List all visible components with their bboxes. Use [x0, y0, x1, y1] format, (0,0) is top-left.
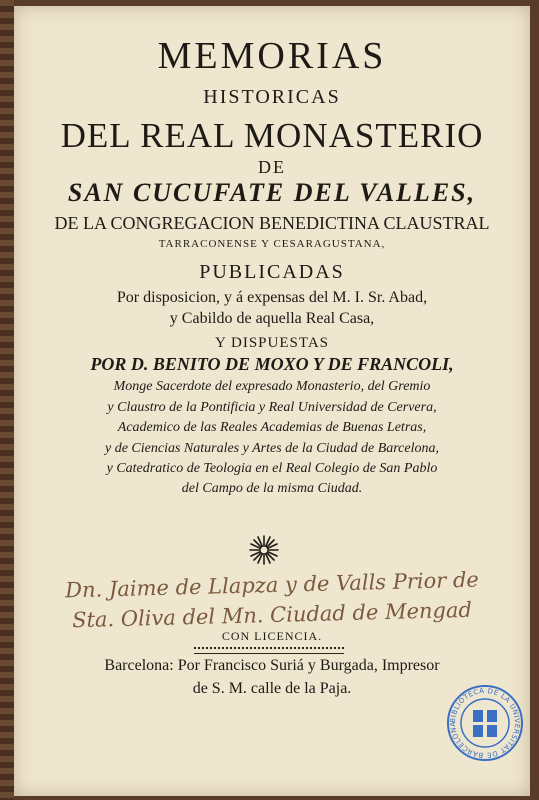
author-description-6: del Campo de la misma Ciudad. [181, 481, 363, 496]
author-description-5: y Catedratico de Teologia en el Real Colegio de San Pablo [106, 461, 438, 476]
author-description-3: Academico de las Reales Academias de Buenas Letras, [117, 420, 427, 435]
title-real-monasterio: DEL REAL MONASTERIO [60, 116, 484, 155]
title-historicas: HISTORICAS [203, 86, 341, 108]
handwritten-inscription-line-1: Dn. Jaime de Llapza y de Valls Prior de [64, 567, 480, 603]
handwritten-inscription-line-2: Sta. Oliva del Mn. Ciudad de Mengad [71, 597, 473, 633]
title-tarraconense: TARRACONENSE Y CESARAGUSTANA, [158, 238, 386, 250]
title-congregacion: DE LA CONGREGACION BENEDICTINA CLAUSTRAL [54, 213, 490, 233]
dispuestas-heading: Y DISPUESTAS [214, 335, 329, 351]
printers-ornament-icon [248, 534, 280, 566]
publicadas-heading: PUBLICADAS [199, 261, 345, 283]
author-name: POR D. BENITO DE MOXO Y DE FRANCOLI, [90, 354, 454, 374]
author-description-2: y Claustro de la Pontificia y Real Universidad de Cervera, [107, 400, 437, 415]
title-page [14, 6, 530, 796]
publication-line-2: y Cabildo de aquella Real Casa, [169, 310, 375, 327]
stamp-text: BIBLIOTECA DE LA UNIVERSITAT DE BARCELONA [448, 686, 522, 760]
author-description-4: y de Ciencias Naturales y Artes de la Ciudad de Barcelona, [104, 441, 439, 456]
book-binding-edge [0, 0, 14, 800]
svg-text:BIBLIOTECA DE LA UNIVERSITAT D [449, 687, 521, 759]
ornamental-rule [194, 647, 344, 654]
imprint-line-1: Barcelona: Por Francisco Suriá y Burgada, Impresor [104, 657, 440, 674]
licence-statement: CON LICENCIA. [221, 629, 323, 643]
publication-line-1: Por disposicion, y á expensas del M. I. Sr. Abad, [116, 289, 428, 306]
title-san-cucufate: SAN CUCUFATE DEL VALLES, [67, 178, 477, 207]
imprint-line-2: de S. M. calle de la Paja. [192, 680, 352, 697]
title-memorias: MEMORIAS [157, 35, 387, 77]
library-stamp-icon [446, 684, 524, 762]
author-description-1: Monge Sacerdote del expresado Monasterio, del Gremio [113, 379, 431, 394]
title-de: DE [258, 157, 286, 177]
